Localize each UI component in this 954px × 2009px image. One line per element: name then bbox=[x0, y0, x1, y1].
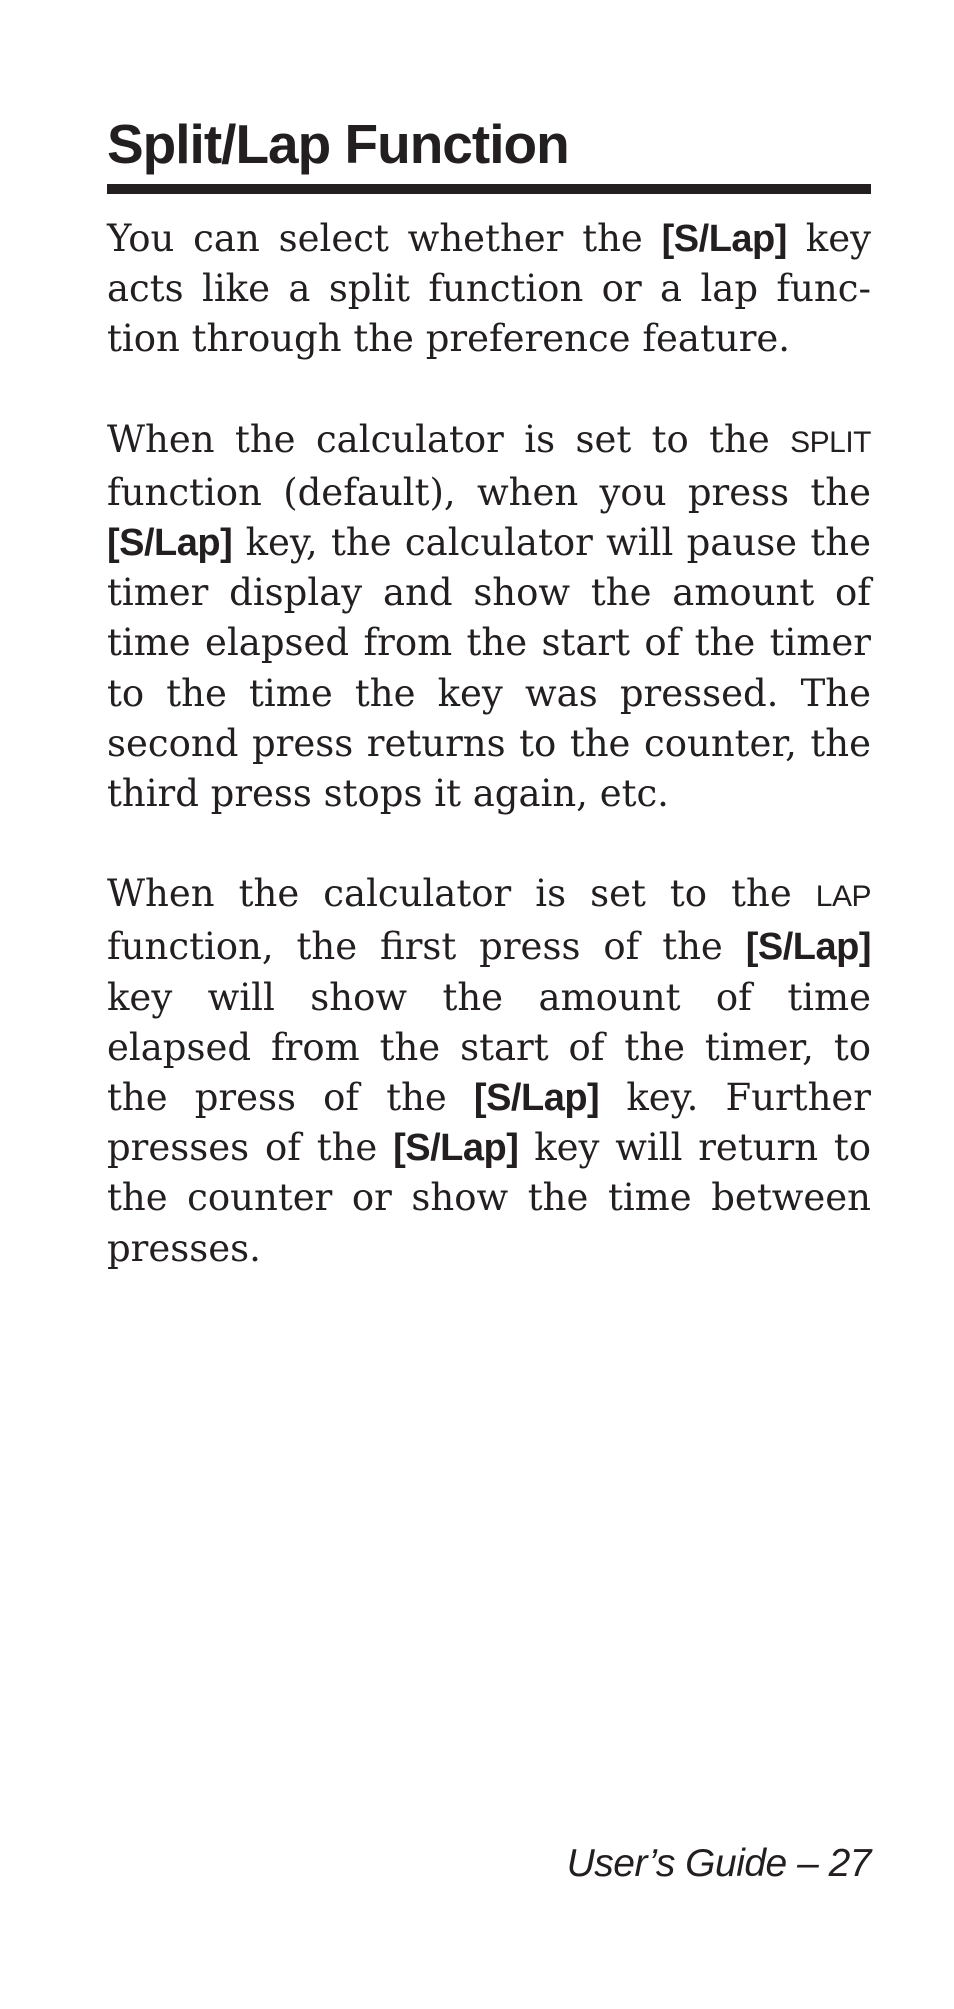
key-label: [S/Lap] bbox=[107, 522, 233, 565]
text-run: key, the calculator will pause the timer display and show the amount of time elapsed from the start of the timer to the time the key was pressed. The second press returns to the counter, the third press stops it again, etc. bbox=[107, 521, 871, 816]
body-text bbox=[107, 214, 871, 1324]
text-run: key. Further presses of the bbox=[107, 1076, 871, 1170]
text-run: key acts like a split function or a lap function through the preference feature. bbox=[107, 217, 871, 361]
paragraph-intro bbox=[107, 214, 871, 365]
text-run: function, the first press of the bbox=[107, 925, 746, 969]
mode-label-split: SPLIT bbox=[790, 425, 871, 459]
key-label: [S/Lap] bbox=[393, 1127, 519, 1170]
text-run: When the calculator is set to the bbox=[107, 417, 791, 461]
page-footer: User’s Guide – 27 bbox=[566, 1842, 871, 1885]
manual-page bbox=[107, 0, 871, 2009]
text-run: When the calculator is set to the bbox=[107, 872, 816, 916]
key-label: [S/Lap] bbox=[745, 926, 871, 969]
key-label: [S/Lap] bbox=[661, 218, 787, 260]
paragraph-lap-mode bbox=[107, 869, 871, 1274]
heading-rule bbox=[107, 184, 871, 194]
text-run: key will show the amount of time elapsed from the start of the timer, to the press of the bbox=[107, 975, 871, 1120]
section-heading: Split/Lap Function bbox=[107, 113, 569, 175]
text-run: You can select whether the bbox=[107, 217, 662, 260]
mode-label-lap: LAP bbox=[815, 880, 871, 914]
key-label: [S/Lap] bbox=[473, 1077, 600, 1120]
text-run: function (default), when you press the bbox=[107, 470, 871, 514]
text-run: key will return to the counter or show the time between presses. bbox=[107, 1126, 871, 1270]
paragraph-split-mode bbox=[107, 415, 871, 820]
